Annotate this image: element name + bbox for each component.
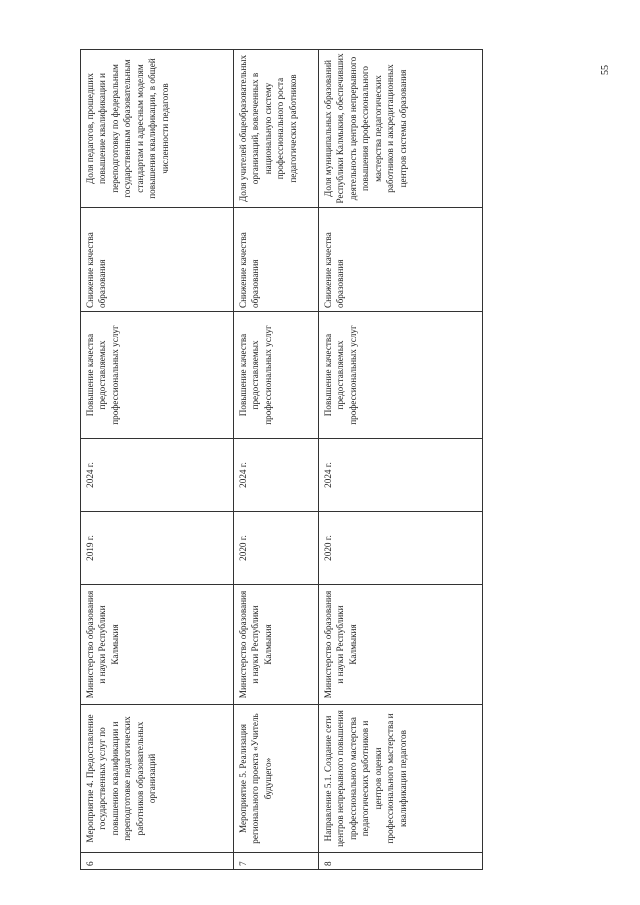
activity-cell: Направление 5.1. Создание сети центров непрерывного повышения профессионального мастерства педагогических работников и центров оценки профессионального мастерства и квалификации педагогов — [319, 705, 483, 853]
activities-table — [80, 49, 483, 870]
row-number: 6 — [81, 853, 234, 870]
row-number: 7 — [234, 853, 319, 870]
consequence-cell: Снижение качества образования — [319, 208, 483, 312]
rotated-table-container — [80, 50, 482, 870]
end-year-cell: 2024 г. — [319, 439, 483, 512]
consequence-cell: Снижение качества образования — [81, 208, 234, 312]
activity-cell: Мероприятие 5. Реализация регионального проекта «Учитель будущего» — [234, 705, 319, 853]
start-year-cell: 2020 г. — [319, 512, 483, 585]
activity-cell: Мероприятие 4. Предоставление государственных услуг по повышению квалификации и переподготовке педагогических работников образовательных организаций — [81, 705, 234, 853]
row-number: 8 — [319, 853, 483, 870]
indicator-cell: Доля муниципальных образований Республики Калмыкия, обеспечивших деятельность центров непрерывного повышения профессионального мастерства педагогических работников и аккредитационных центров системы образования — [319, 50, 483, 208]
page-number: 55 — [600, 65, 611, 75]
executor-cell: Министерство образования и науки Республики Калмыкия — [81, 585, 234, 705]
end-year-cell: 2024 г. — [81, 439, 234, 512]
table-row — [234, 50, 319, 870]
table-row — [319, 50, 483, 870]
result-cell: Повышение качества предоставляемых профессиональных услуг — [81, 312, 234, 439]
table-row — [81, 50, 234, 870]
result-cell: Повышение качества предоставляемых профессиональных услуг — [234, 312, 319, 439]
start-year-cell: 2020 г. — [234, 512, 319, 585]
consequence-cell: Снижение качества образования — [234, 208, 319, 312]
start-year-cell: 2019 г. — [81, 512, 234, 585]
result-cell: Повышение качества предоставляемых профессиональных услуг — [319, 312, 483, 439]
indicator-cell: Доля учителей общеобразовательных организаций, вовлеченных в национальную систему профессионального роста педагогических работников — [234, 50, 319, 208]
executor-cell: Министерство образования и науки Республики Калмыкия — [319, 585, 483, 705]
executor-cell: Министерство образования и науки Республики Калмыкия — [234, 585, 319, 705]
end-year-cell: 2024 г. — [234, 439, 319, 512]
indicator-cell: Доля педагогов, прошедших повышение квалификации и переподготовку по федеральным государственным образовательным стандартам и адресным моделям повышения квалификации, в общей численности педагогов — [81, 50, 234, 208]
